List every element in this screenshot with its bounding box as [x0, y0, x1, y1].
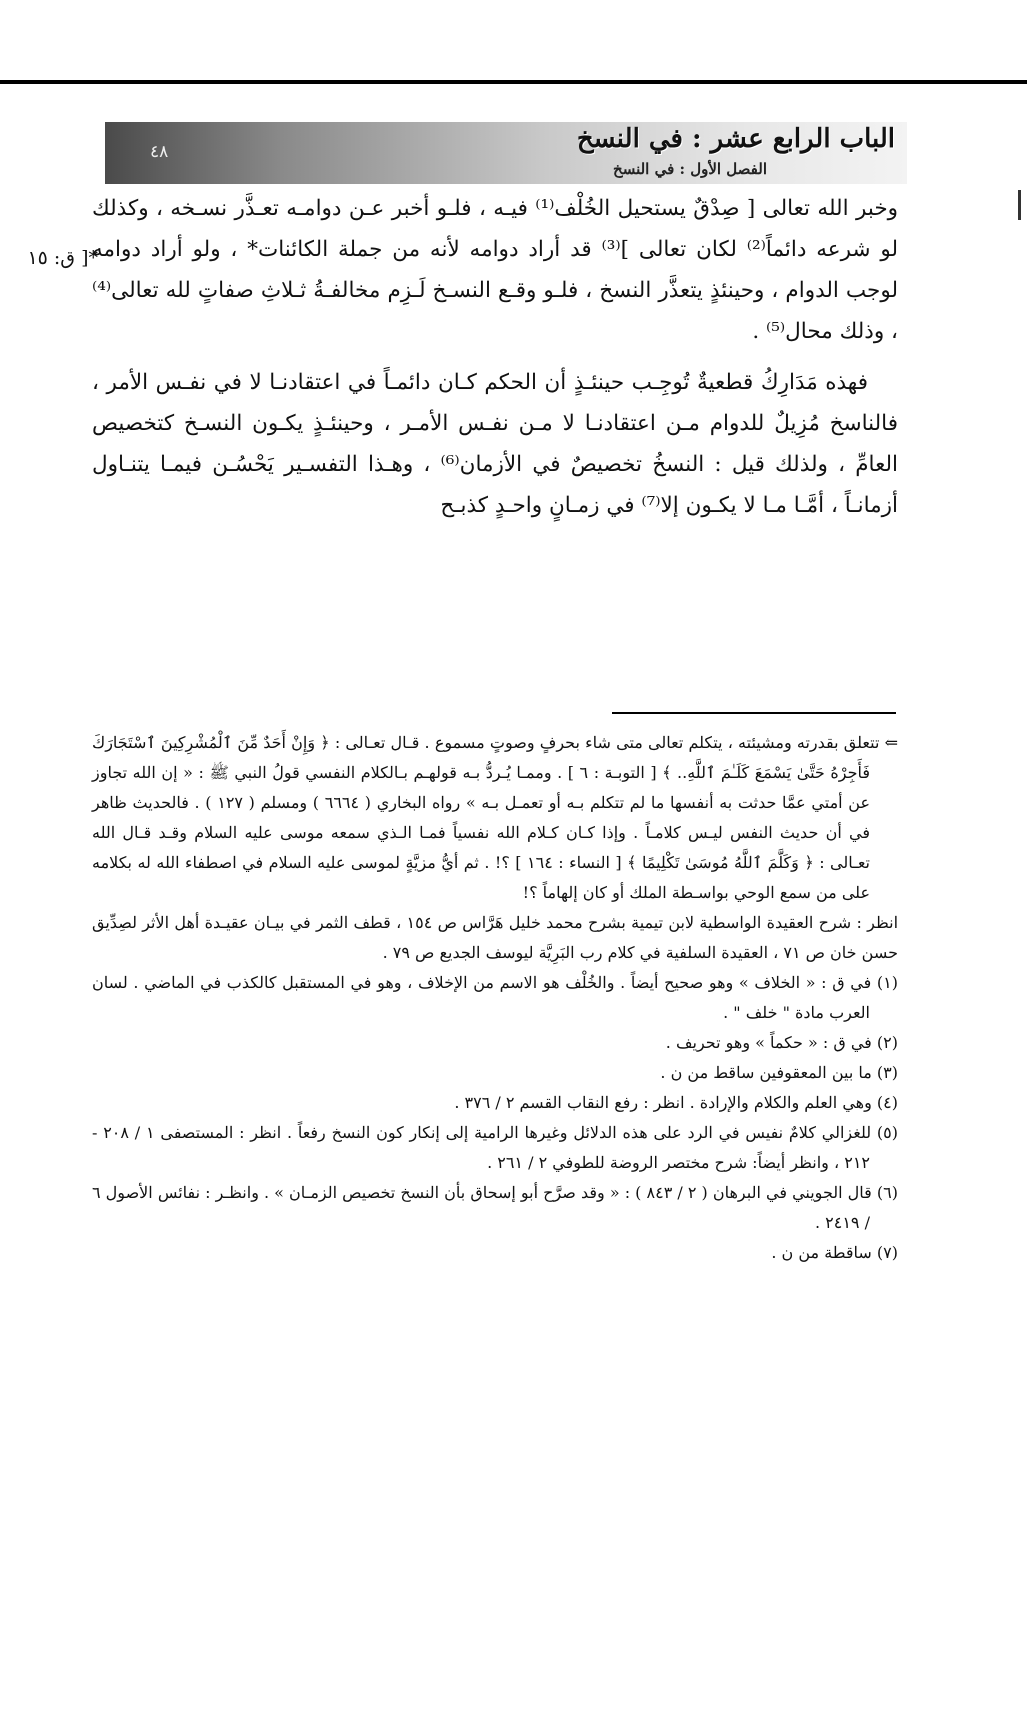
- main-text: [92, 188, 898, 526]
- scan-edge-mark: [1018, 190, 1027, 220]
- footnote-5: (٥) للغزالي كلامٌ نفيس في الرد على هذه الدلائل وغيرها الرامية إلى إنكار كون النسخ رفعاً . انظر : المستصفى ١ / ٢٠٨ - ٢١٢ ، وانظر أيضاً: شرح مختصر الروضة للطوفي ٢ / ٢٦١ .: [92, 1123, 899, 1172]
- body-paragraph-1: وخبر الله تعالى [ صِدْقٌ يستحيل الخُلْف⁽¹⁾ فيـه ، فلـو أخبر عـن دوامـه تعـذَّر نسـخه ، وكذلك لو شرعه دائماً⁽²⁾ لكان تعالى ]⁽³⁾ قد أراد دوامه لأنه من جملة الكائنات* ، ولو أراد دوامه لوجب الدوام ، وحينئذٍ يتعذَّر النسخ ، فلـو وقـع النسـخ لَـزِم مخالفـةُ ثـلاثِ صفاتٍ لله تعالى⁽⁴⁾ ، وذلك محال⁽⁵⁾ .: [92, 196, 898, 344]
- footnote-3: (٣) ما بين المعقوفين ساقط من ن .: [660, 1063, 898, 1082]
- top-rule: [0, 80, 1027, 84]
- footnote-4: (٤) وهي العلم والكلام والإرادة . انظر : رفع النقاب القسم ٢ / ٣٧٦ .: [454, 1093, 898, 1112]
- footnote-separator: [612, 712, 896, 714]
- running-header: [105, 122, 907, 184]
- footnotes: [92, 728, 898, 1268]
- footnote-continuation: ⇐ تتعلق بقدرته ومشيئته ، يتكلم تعالى متى شاء بحرفٍ وصوتٍ مسموع . قـال تعـالى : ﴿ وَإِنْ أَحَدٌ مِّنَ ٱلْمُشْرِكِينَ ٱسْتَجَارَكَ فَأَجِرْهُ حَتَّىٰ يَسْمَعَ كَلَـٰمَ ٱللَّهِ.. ﴾ [ التوبـة : ٦ ] . وممـا يُـردُّ بـه قولهـم بـالكلام النفسي قولُ النبي ﷺ : « إن الله تجاوز عن أمتي عمَّا حدثت به أنفسها ما لم تتكلم بـه أو تعمـل بـه » رواه البخاري ( ٦٦٦٤ ) ومسلم ( ١٢٧ ) . فالحديث ظاهر في أن حديث النفس ليـس كلامـاً . وإذا كـان كـلام الله نفسياً فمـا الـذي سمعه موسى عليه السلام وقـد قـال الله تعـالى : ﴿ وَكَلَّمَ ٱللَّهُ مُوسَىٰ تَكْلِيمًا ﴾ [ النساء : ١٦٤ ] ؟! . ثم أيُّ مزيَّةٍ لموسى عليه السلام في اصطفاء الله له بكلامه على من سمع الوحي بواسـطة الملك أو كان إلهاماً ؟!: [92, 733, 898, 902]
- footnote-2: (٢) في ق : « حكماً » وهو تحريف .: [665, 1033, 898, 1052]
- section-title: الفصل الأول : في النسخ: [613, 160, 767, 178]
- footnote-7: (٧) ساقطة من ن .: [771, 1243, 898, 1262]
- page-number: ٤٨: [150, 142, 169, 162]
- footnote-1: (١) في ق : « الخلاف » وهو صحيح أيضاً . والخُلْف هو الاسم من الإخلاف ، وهو في المستقبل كالكذب في الماضي . لسان العرب مادة " خلف " .: [92, 973, 898, 1022]
- footnote-6: (٦) قال الجويني في البرهان ( ٢ / ٨٤٣ ) : « وقد صرَّح أبو إسحاق بأن النسخ تخصيص الزمـان » . وانظـر : نفائس الأصول ٦ / ٢٤١٩ .: [92, 1183, 898, 1232]
- body-paragraph-2: فهذه مَدَارِكُ قطعيةٌ تُوجِـب حينئـذٍ أن الحكم كـان دائمـاً في اعتقادنـا لا في نفـس الأمر ، فالناسخ مُزِيلٌ للدوام مـن اعتقادنـا لا مـن نفـس الأمـر ، وحينئـذٍ يكـون النسـخ كتخصيص العامِّ ، ولذلك قيل : النسخُ تخصيصٌ في الأزمان⁽⁶⁾ ، وهـذا التفسـير يَحْسُـن فيمـا يتنـاول أزمانـاً ، أمَّـا مـا لا يكـون إلا⁽⁷⁾ في زمـانٍ واحـدٍ كذبـح: [92, 370, 898, 518]
- chapter-title: الباب الرابع عشر : في النسخ: [576, 124, 895, 154]
- margin-manuscript-ref: *[ ق: ١٥: [27, 247, 98, 269]
- footnote-reference: انظر : شرح العقيدة الواسطية لابن تيمية بشرح محمد خليل هَرَّاس ص ١٥٤ ، قطف الثمر في بيـان عقيـدة أهل الأثر لصِدِّيق حسن خان ص ٧١ ، العقيدة السلفية في كلام رب البَرِيَّة ليوسف الجديع ص ٧٩ .: [92, 913, 899, 962]
